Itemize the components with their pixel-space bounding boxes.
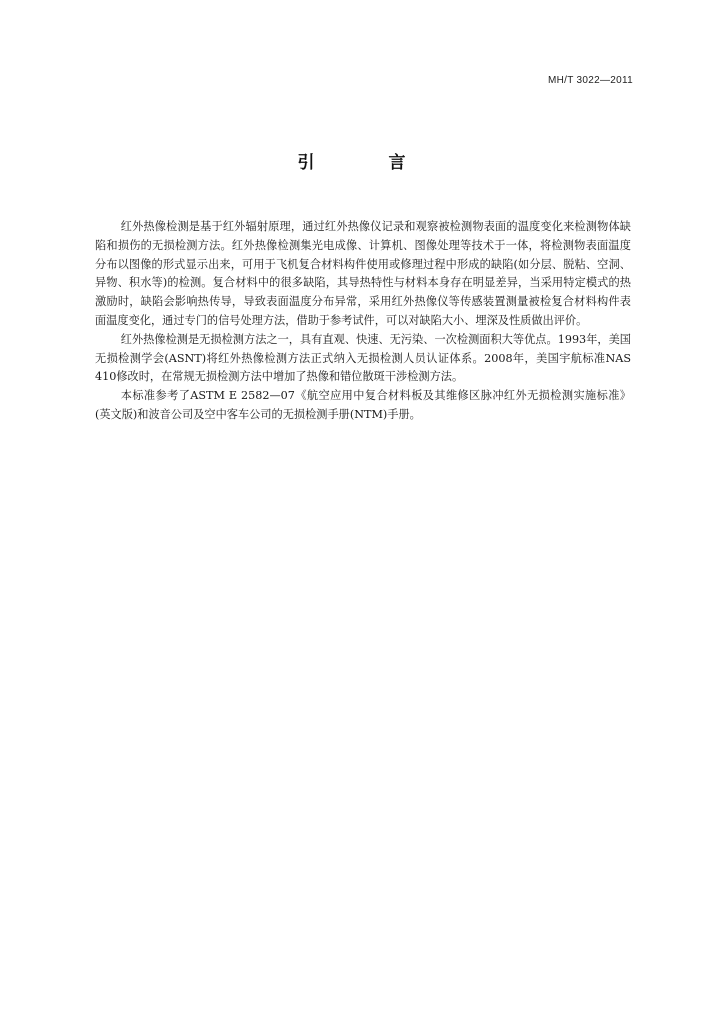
body-text bbox=[95, 218, 631, 425]
standard-code: MH/T 3022—2011 bbox=[548, 75, 633, 86]
page-title: 引 言 bbox=[297, 153, 440, 173]
paragraph-3: 本标准参考了ASTM E 2582—07《航空应用中复合材料板及其维修区脉冲红外无损检测实施标准》(英文版)和波音公司及空中客车公司的无损检测手册(NTM)手册。 bbox=[95, 389, 631, 421]
paragraph-1: 红外热像检测是基于红外辐射原理，通过红外热像仪记录和观察被检测物表面的温度变化来检测物体缺陷和损伤的无损检测方法。红外热像检测集光电成像、计算机、图像处理等技术于一体，将检测物表面温度分布以图像的形式显示出来，可用于飞机复合材料构件使用或修理过程中形成的缺陷(如分层、脱粘、空洞、异物、积水等)的检测。复合材料中的很多缺陷，其导热特性与材料本身存在明显差异，当采用特定模式的热激励时，缺陷会影响热传导，导致表面温度分布异常，采用红外热像仪等传感装置测量被检复合材料构件表面温度变化，通过专门的信号处理方法，借助于参考试件，可以对缺陷大小、埋深及性质做出评价。 bbox=[95, 220, 631, 327]
paragraph-2: 红外热像检测是无损检测方法之一，具有直观、快速、无污染、一次检测面积大等优点。1993年，美国无损检测学会(ASNT)将红外热像检测方法正式纳入无损检测人员认证体系。2008年，美国宇航标准NAS 410修改时，在常规无损检测方法中增加了热像和错位散斑干涉检测方法。 bbox=[95, 332, 631, 384]
